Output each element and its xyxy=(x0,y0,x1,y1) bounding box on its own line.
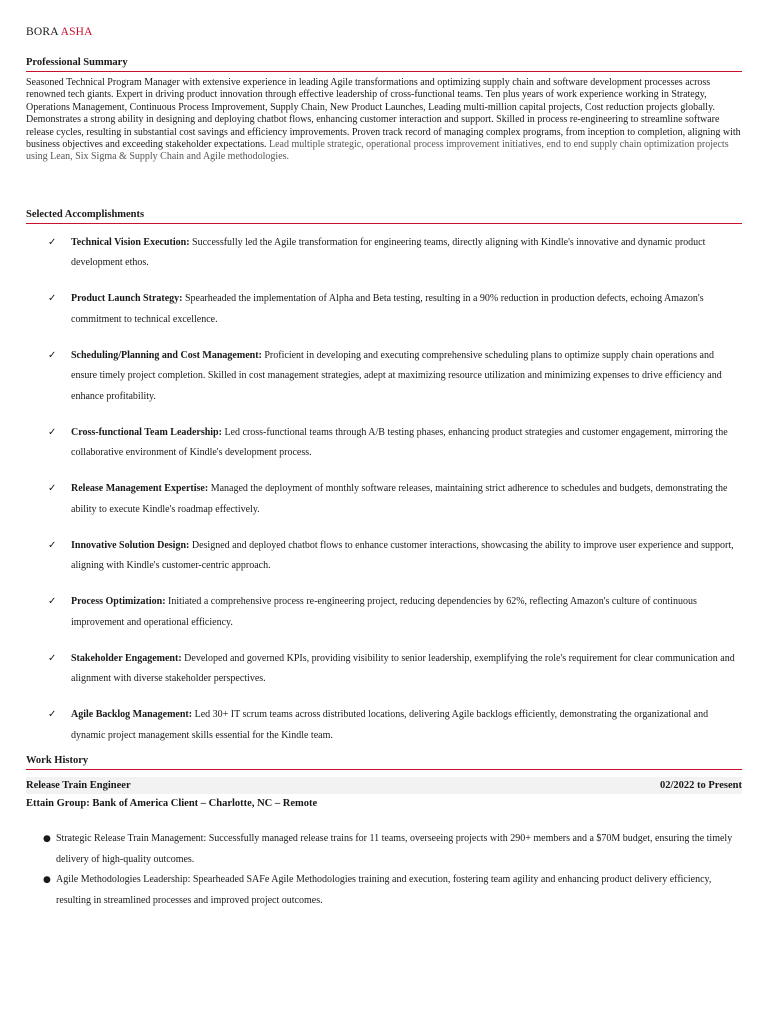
section-title-accomplishments: Selected Accomplishments xyxy=(26,209,742,224)
last-name: ASHA xyxy=(60,26,93,38)
accomplishment-item xyxy=(26,592,742,633)
accomplishments-list xyxy=(26,233,742,747)
job-bullet-text: Agile Methodologies Leadership: Spearheaded SAFe Agile Methodologies training and execution, fostering team agility and enhancing product delivery efficiency, resulting in streamlined processes and improved project outcomes. xyxy=(56,874,712,906)
accomplishment-text: Managed the deployment of monthly software releases, maintaining strict adherence to schedules and budgets, demonstrating the ability to execute Kindle's roadmap effectively. xyxy=(71,483,728,515)
accomplishment-text: Proficient in developing and executing comprehensive scheduling plans to optimize supply chain operations and ensure timely project completion. Skilled in cost management strategies, adept at maximizing resource utilization and minimizing expenses to drive efficiency and enhance profitability. xyxy=(71,349,722,402)
job-header xyxy=(26,777,742,794)
check-icon: ✓ xyxy=(48,709,57,721)
accomplishment-text: Led cross-functional teams through A/B testing phases, enhancing product strategies and customer engagement, mirroring the collaborative environment of Kindle's development process. xyxy=(71,426,728,459)
check-icon: ✓ xyxy=(48,539,57,551)
check-icon: ✓ xyxy=(48,652,57,664)
accomplishment-heading: Cross-functional Team Leadership: xyxy=(71,426,222,438)
accomplishment-item xyxy=(26,536,742,577)
accomplishment-heading: Product Launch Strategy: xyxy=(71,293,183,305)
accomplishment-text: Spearheaded the implementation of Alpha and Beta testing, resulting in a 90% reduction in production defects, echoing Amazon's commitment to technical excellence. xyxy=(71,293,704,325)
accomplishment-text: Developed and governed KPIs, providing visibility to senior leadership, exemplifying the role's requirement for clear communication and alignment with diverse stakeholder perspectives. xyxy=(71,652,735,685)
section-title-work-history: Work History xyxy=(26,755,742,770)
job-bullet-text: Strategic Release Train Management: Successfully managed release trains for 11 teams, overseeing projects with 290+ members and a $70M budget, ensuring the timely delivery of high-quality outcomes. xyxy=(56,833,733,865)
summary-text xyxy=(26,77,742,164)
check-icon: ✓ xyxy=(48,293,57,305)
accomplishment-heading: Scheduling/Planning and Cost Management: xyxy=(71,349,262,361)
job-company: Ettain Group: Bank of America Client – Charlotte, NC – Remote xyxy=(26,798,318,810)
accomplishment-heading: Stakeholder Engagement: xyxy=(71,652,182,664)
accomplishment-text: Successfully led the Agile transformation for engineering teams, directly aligning with Kindle's innovative and dynamic product development ethos. xyxy=(71,236,706,269)
accomplishment-heading: Agile Backlog Management: xyxy=(71,709,193,721)
accomplishment-text: Led 30+ IT scrum teams across distributed locations, delivering Agile backlogs efficiently, demonstrating the organizational and dynamic project management skills essential for the Kindle team. xyxy=(71,709,709,741)
job-bullet xyxy=(26,829,742,870)
summary-muted: Lead multiple strategic, operational process improvement initiatives, end to end supply chain optimization projects using Lean, Six Sigma & Supply Chain and Agile methodologies. xyxy=(26,139,729,163)
section-title-summary: Professional Summary xyxy=(26,57,742,72)
check-icon: ✓ xyxy=(48,236,57,248)
check-icon: ✓ xyxy=(48,483,57,495)
check-icon: ✓ xyxy=(48,596,57,608)
check-icon: ✓ xyxy=(48,426,57,438)
summary-main: Seasoned Technical Program Manager with extensive experience in leading Agile transformations and optimizing supply chain and software development processes across renowned tech giants. Expert in driving product innovation through effective leadership of cross-functional teams. Ten plus years of work experience working in Strategy, Operations Management, Continuous Process Improvement, Supply Chain, New Product Launches, Leading multi-million capital projects, Cost reduction projects globally. Demonstrates a strong ability in designing and deploying chatbot flows, enhancing customer interaction and support. Skilled in process re-engineering to streamline software release cycles, resulting in substantial cost savings and efficiency improvements. Proven track record of managing complex programs, from inception to completion, aligning with business objectives and exceeding stakeholder expectations. xyxy=(26,77,741,151)
accomplishment-item xyxy=(26,346,742,408)
job-dates: 02/2022 to Present xyxy=(659,780,742,792)
candidate-name xyxy=(26,26,742,38)
accomplishment-heading: Release Management Expertise: xyxy=(71,483,209,495)
accomplishment-item xyxy=(26,233,742,274)
accomplishment-item xyxy=(26,479,742,520)
accomplishment-heading: Innovative Solution Design: xyxy=(71,539,190,551)
accomplishment-item xyxy=(26,289,742,330)
first-name: BORA xyxy=(26,26,59,38)
bullet-icon: ● xyxy=(43,875,51,886)
accomplishment-item xyxy=(26,423,742,464)
job-bullets xyxy=(26,829,742,911)
accomplishment-item xyxy=(26,649,742,690)
accomplishment-text: Designed and deployed chatbot flows to enhance customer interactions, showcasing the ability to improve user experience and support, aligning with Kindle's customer-centric approach. xyxy=(71,539,734,572)
accomplishment-item xyxy=(26,705,742,746)
bullet-icon: ● xyxy=(43,834,51,845)
accomplishment-heading: Technical Vision Execution: xyxy=(71,236,190,248)
job-bullet xyxy=(26,870,742,911)
check-icon: ✓ xyxy=(48,349,57,361)
job-title: Release Train Engineer xyxy=(26,780,131,792)
accomplishment-text: Initiated a comprehensive process re-engineering project, reducing dependencies by 62%, reflecting Amazon's culture of continuous improvement and operational efficiency. xyxy=(71,596,697,628)
accomplishment-heading: Process Optimization: xyxy=(71,596,166,608)
